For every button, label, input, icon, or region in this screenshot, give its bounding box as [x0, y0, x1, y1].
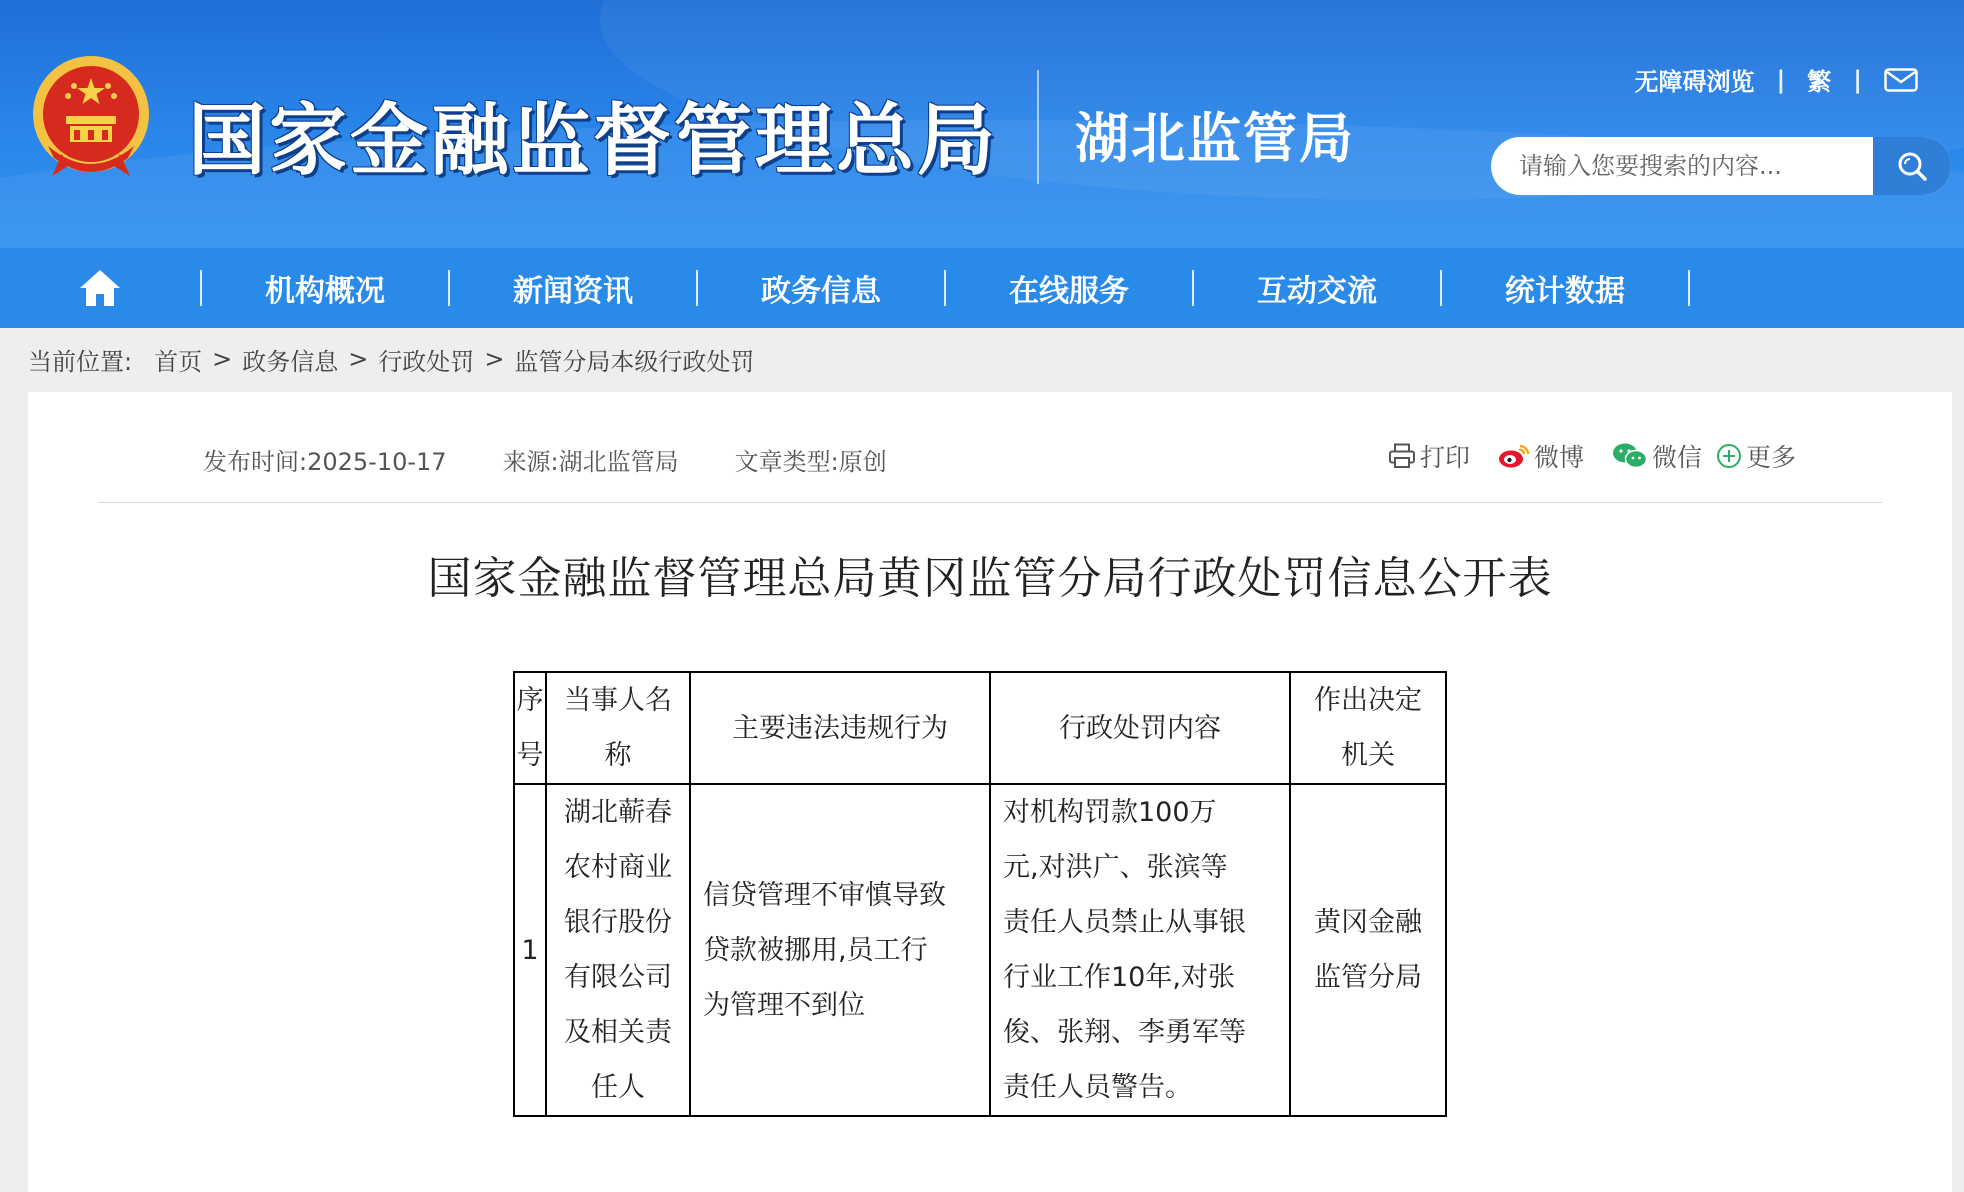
article-panel [28, 392, 1952, 1192]
wechat-label: 微信 [1651, 443, 1702, 472]
wechat-icon [1612, 442, 1648, 470]
article-meta [203, 442, 887, 477]
mail-icon[interactable] [1884, 68, 1918, 92]
link-separator: | [1776, 65, 1786, 94]
breadcrumb-home[interactable]: 首页 [154, 347, 203, 376]
table-row [514, 784, 1446, 1116]
header-penalty: 行政处罚内容 [990, 672, 1290, 784]
header-authority: 作出决定 机关 [1290, 672, 1446, 784]
weibo-icon [1498, 443, 1530, 469]
breadcrumb-arrow: > [348, 345, 369, 373]
traditional-chinese-link[interactable]: 繁 [1807, 68, 1832, 96]
breadcrumb-branch-penalty[interactable]: 监管分局本级行政处罚 [514, 347, 755, 376]
more-label: 更多 [1745, 443, 1796, 472]
weibo-share-button[interactable] [1498, 438, 1584, 474]
plus-circle-icon [1716, 443, 1742, 469]
header-divider [1037, 70, 1039, 184]
nav-item-government-info[interactable]: 政务信息 [761, 274, 881, 309]
breadcrumb-arrow: > [484, 345, 505, 373]
search-input[interactable] [1491, 137, 1875, 195]
breadcrumb [0, 328, 1964, 390]
wechat-share-button[interactable] [1612, 438, 1702, 474]
printer-icon [1388, 443, 1416, 469]
breadcrumb-administrative-penalty[interactable]: 行政处罚 [378, 347, 475, 376]
cell-penalty: 对机构罚款100万 元,对洪广、张滨等 责任人员禁止从事银 行业工作10年,对张 俊、张翔、李勇军等 责任人员警告。 [990, 784, 1290, 1116]
table-header-row [514, 672, 1446, 784]
nav-item-statistics[interactable]: 统计数据 [1505, 274, 1625, 309]
article-title: 国家金融监督管理总局黄冈监管分局行政处罚信息公开表 [427, 553, 1553, 604]
site-name[interactable]: 国家金融监督管理总局 [188, 96, 999, 186]
cell-authority: 黄冈金融 监管分局 [1290, 784, 1446, 1116]
breadcrumb-lead: 当前位置: [28, 347, 133, 376]
home-icon [78, 268, 122, 308]
share-bar [1360, 438, 1796, 474]
link-separator: | [1853, 65, 1862, 94]
cell-party: 湖北蕲春 农村商业 银行股份 有限公司 及相关责 任人 [546, 784, 690, 1116]
search-button[interactable] [1873, 137, 1951, 195]
nav-item-news[interactable]: 新闻资讯 [513, 274, 633, 309]
nav-item-interaction[interactable]: 互动交流 [1257, 274, 1377, 309]
search-icon [1895, 149, 1929, 183]
top-links [1634, 62, 1918, 97]
main-nav [0, 248, 1964, 328]
bureau-name[interactable]: 湖北监管局 [1075, 107, 1355, 170]
header-party: 当事人名 称 [546, 672, 690, 784]
accessibility-link[interactable]: 无障碍浏览 [1634, 68, 1755, 96]
meta-divider [98, 502, 1882, 503]
nav-home[interactable] [0, 248, 200, 328]
header-violation: 主要违法违规行为 [690, 672, 990, 784]
article-type: 文章类型:原创 [734, 448, 887, 476]
breadcrumb-arrow: > [212, 345, 233, 373]
cell-violation: 信贷管理不审慎导致 贷款被挪用,员工行 为管理不到位 [690, 784, 990, 1116]
search-box [1491, 137, 1951, 195]
more-share-button[interactable] [1716, 438, 1796, 474]
header-index: 序 号 [514, 672, 546, 784]
breadcrumb-government-info[interactable]: 政务信息 [242, 347, 339, 376]
cell-index: 1 [514, 784, 546, 1116]
nav-item-online-service[interactable]: 在线服务 [1009, 274, 1129, 309]
publish-time: 发布时间:2025-10-17 [203, 448, 447, 476]
weibo-label: 微博 [1533, 443, 1584, 472]
site-header [0, 0, 1964, 248]
article-source: 来源:湖北监管局 [502, 448, 679, 476]
national-emblem-icon[interactable] [28, 54, 154, 186]
nav-separator [1688, 270, 1690, 306]
print-label: 打印 [1419, 443, 1470, 472]
print-button[interactable] [1388, 438, 1470, 474]
penalty-table [513, 671, 1447, 1117]
nav-item-about[interactable]: 机构概况 [265, 274, 385, 309]
